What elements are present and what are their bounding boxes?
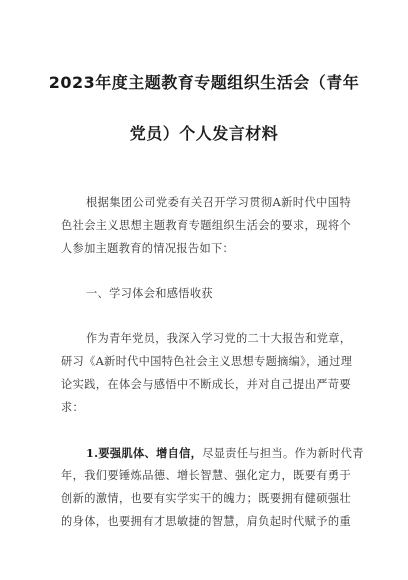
paragraph-3-lead: 1.要强肌体、增自信，: [86, 446, 203, 460]
paragraph-1-line-1: 根据集团公司党委有关召开学习贯彻A新时代中国特: [86, 196, 351, 209]
paragraph-2-line-1: 作为青年党员，我深入学习党的二十大报告和党章，: [86, 332, 352, 345]
paragraph-2-line-4: 求：: [61, 401, 85, 414]
paragraph-2-line-3: 论实践，在体会与感悟中不断成长，并对自己提出严苛要: [61, 378, 351, 391]
paragraph-3-line-2: 年，我们要锤炼品德、增长智慧、强化定力，既要有勇于: [61, 469, 351, 482]
document-title-line-1: 2023年度主题教育专题组织生活会（青年: [48, 73, 360, 92]
paragraph-3-line-1-text: 尽显责任与担当。作为新时代青: [202, 447, 364, 460]
paragraph-1-line-2: 色社会主义思想主题教育专题组织生活会的要求，现将个: [61, 219, 351, 232]
paragraph-2-line-2: 研习《A新时代中国特色社会主义思想专题摘编》，通过理: [61, 355, 353, 368]
paragraph-3-line-3: 创新的激情，也要有实学实干的魄力；既要拥有健硕强壮: [61, 492, 351, 505]
paragraph-3-line-4: 的身体，也要拥有才思敏捷的智慧，肩负起时代赋予的重: [61, 515, 351, 528]
section-heading-1: 一、学习体会和感悟收获: [86, 287, 213, 300]
document-title-line-2: 党员）个人发言材料: [129, 124, 279, 143]
paragraph-1-line-3: 人参加主题教育的情况报告如下：: [61, 242, 235, 255]
paragraph-3-line-1: [86, 446, 364, 461]
